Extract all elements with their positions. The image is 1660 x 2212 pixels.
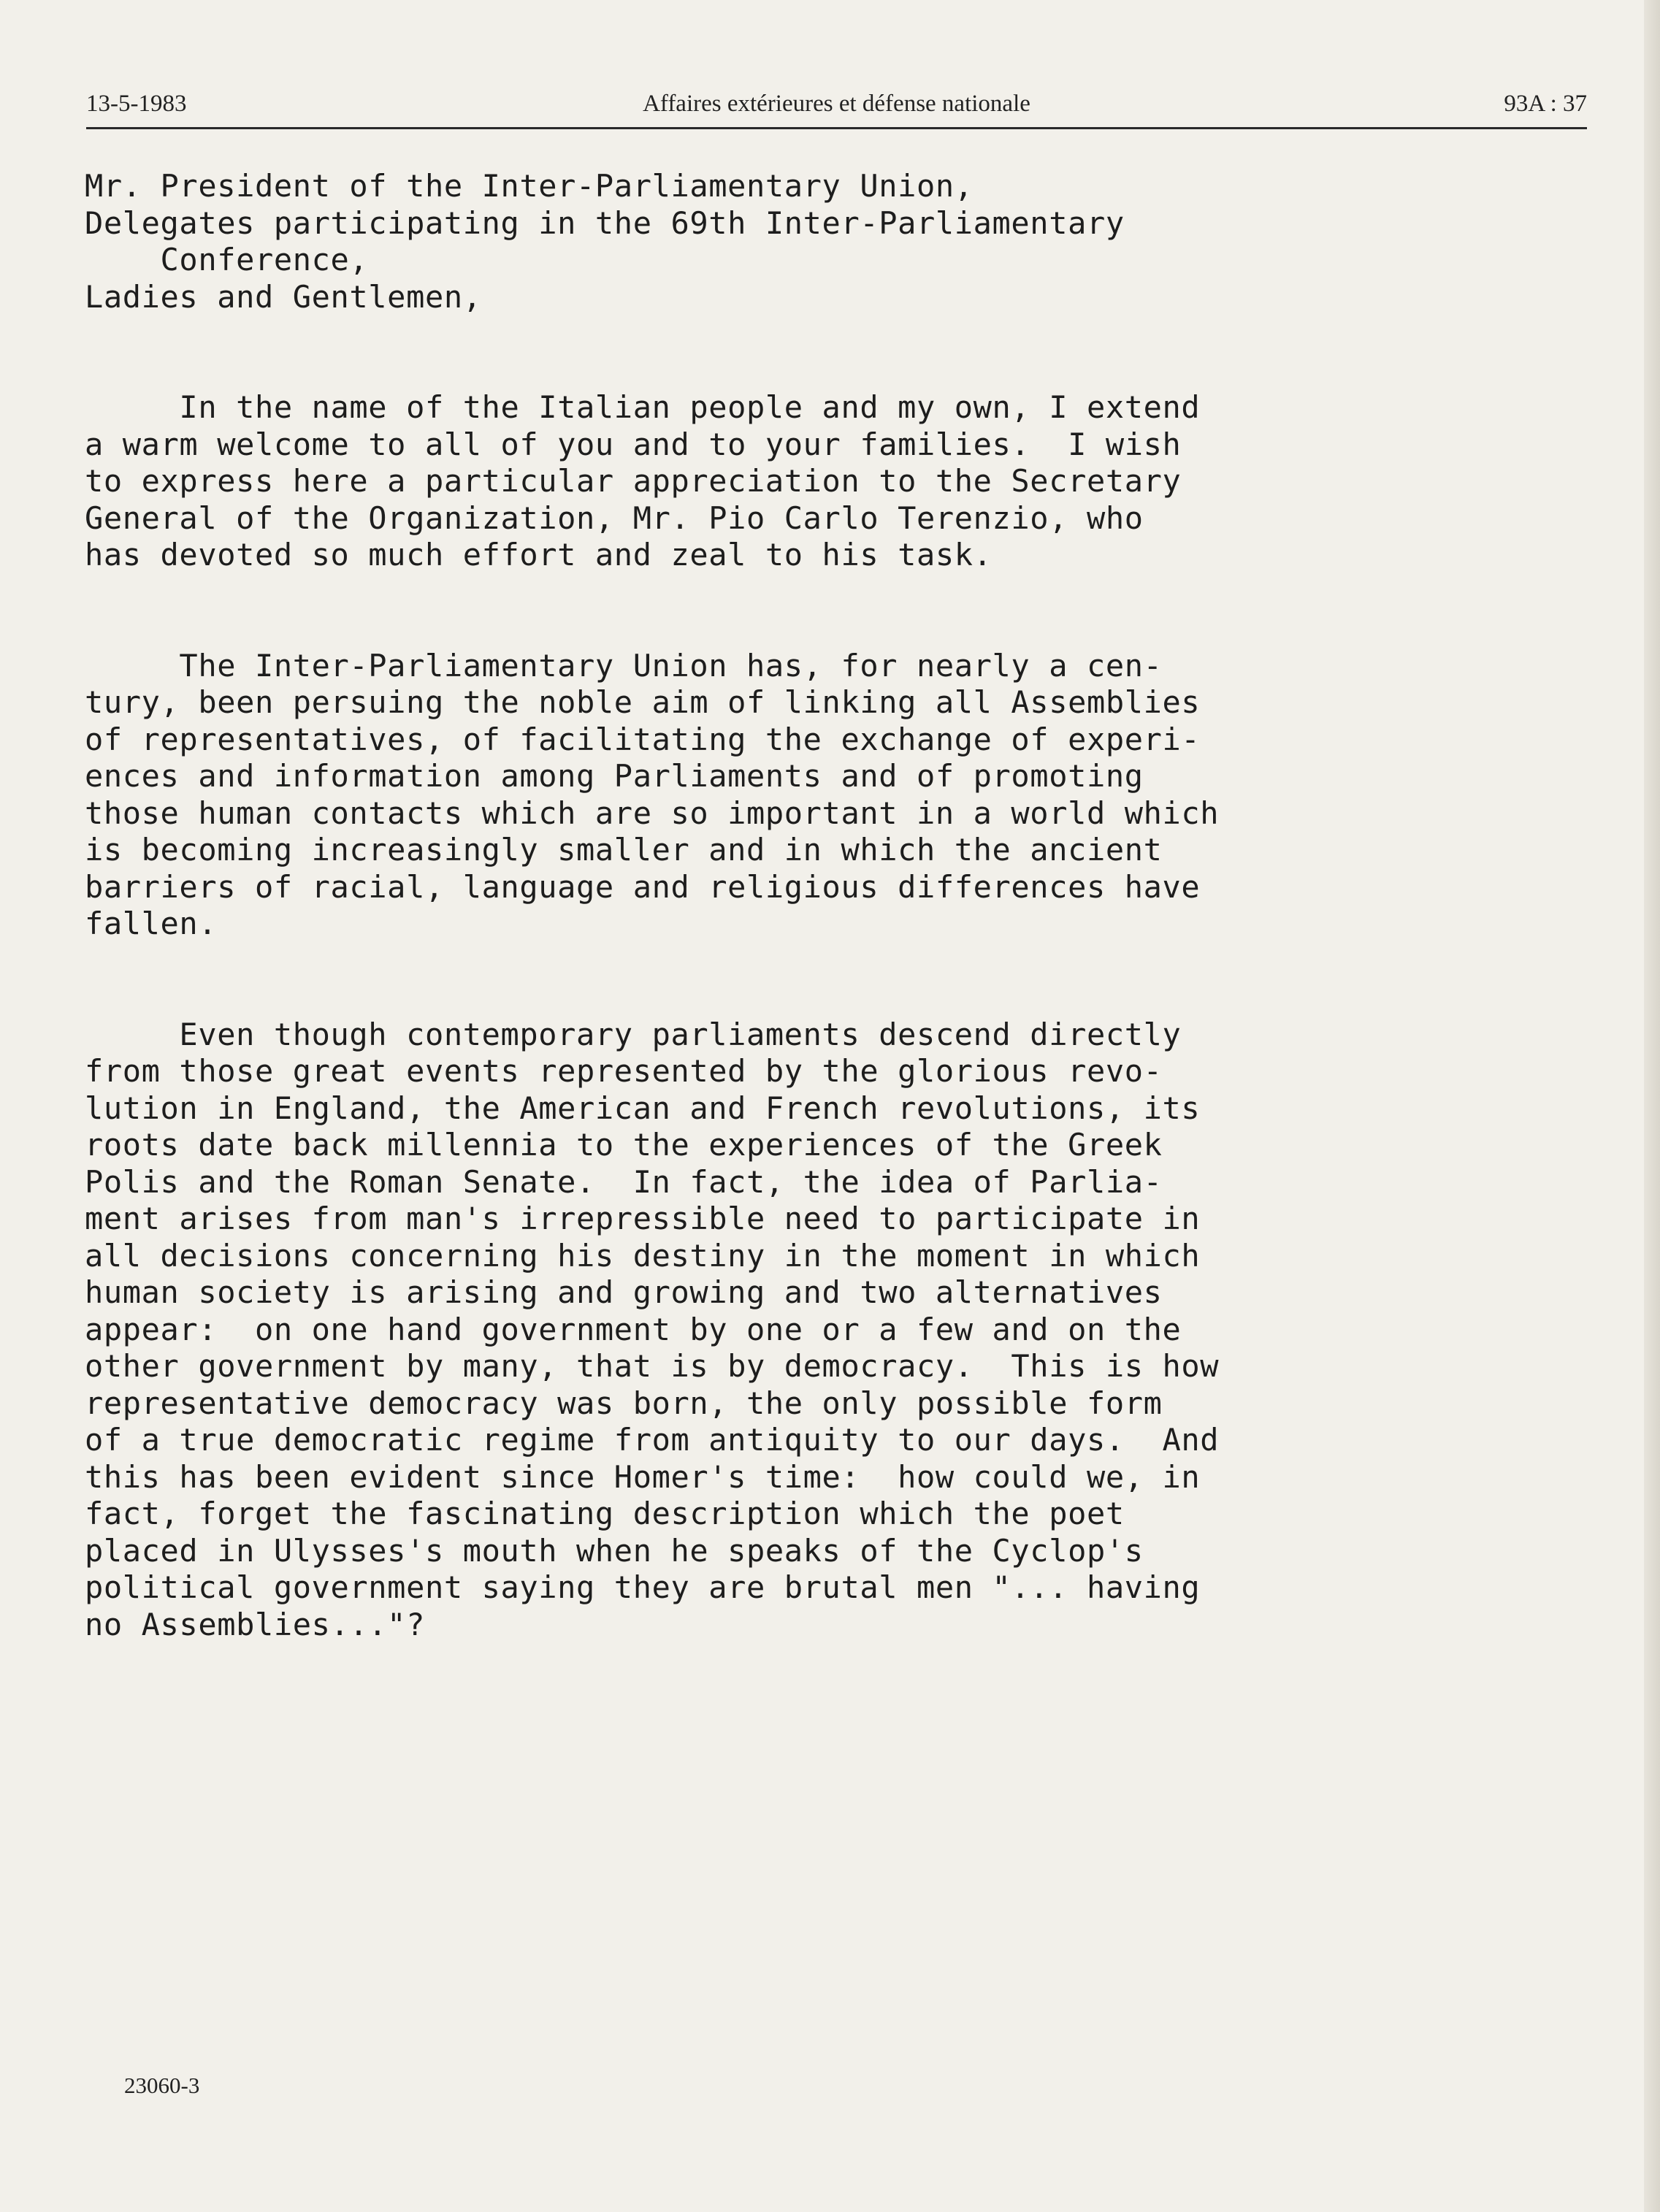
paragraph-spacer (85, 353, 1516, 390)
text-line: is becoming increasingly smaller and in which the ancient (85, 832, 1163, 868)
text-line: General of the Organization, Mr. Pio Carlo Terenzio, who (85, 500, 1144, 536)
paragraph-history (85, 1017, 1516, 1644)
text-line: this has been evident since Homer's time: how could we, in (85, 1458, 1201, 1495)
salutation-line: Ladies and Gentlemen, (85, 278, 482, 315)
text-line: to express here a particular appreciation to the Secretary (85, 463, 1182, 499)
text-line: of representatives, of facilitating the exchange of experi- (85, 721, 1201, 757)
header-title: Affaires extérieures et défense nationale (643, 91, 1030, 117)
salutation-line: Conference, (85, 242, 369, 278)
document-code: 23060-3 (124, 2073, 200, 2098)
text-line: Even though contemporary parliaments descend directly (85, 1016, 1182, 1052)
text-line: no Assemblies..."? (85, 1606, 425, 1642)
text-line: from those great events represented by the glorious revo- (85, 1053, 1163, 1089)
text-line: human society is arising and growing and two alternatives (85, 1274, 1163, 1310)
text-line: The Inter-Parliamentary Union has, for nearly a cen- (85, 647, 1163, 684)
text-line: fallen. (85, 906, 218, 941)
text-line: has devoted so much effort and zeal to his task. (85, 537, 992, 573)
header-date: 13-5-1983 (86, 91, 187, 117)
page-header (86, 86, 1587, 129)
text-line: all decisions concerning his destiny in the moment in which (85, 1237, 1201, 1274)
text-line: roots date back millennia to the experiences of the Greek (85, 1127, 1163, 1163)
text-line: appear: on one hand government by one or a few and on the (85, 1311, 1182, 1347)
text-line: political government saying they are brutal men "... having (85, 1569, 1201, 1605)
text-line: ment arises from man's irrepressible need to participate in (85, 1201, 1201, 1236)
paragraph-spacer (85, 574, 1516, 611)
text-line: ences and information among Parliaments and of promoting (85, 758, 1144, 794)
text-line: tury, been persuing the noble aim of linking all Assemblies (85, 684, 1201, 720)
paragraph-spacer (85, 611, 1516, 648)
paragraph-spacer (85, 943, 1516, 980)
text-line: In the name of the Italian people and my own, I extend (85, 389, 1201, 425)
page-edge (1644, 0, 1660, 2212)
text-line: fact, forget the fascinating description which the poet (85, 1496, 1125, 1531)
text-line: of a true democratic regime from antiquity to our days. And (85, 1422, 1220, 1458)
salutation-line: Delegates participating in the 69th Inter-Parliamentary (85, 204, 1125, 241)
text-line: barriers of racial, language and religious differences have (85, 868, 1201, 905)
paragraph-spacer (85, 315, 1516, 353)
salutation (85, 168, 1516, 315)
text-line: lution in England, the American and French revolutions, its (85, 1090, 1201, 1126)
document-body (85, 168, 1516, 1643)
header-page-ref: 93A : 37 (1504, 91, 1587, 117)
text-line: placed in Ulysses's mouth when he speaks of the Cyclop's (85, 1532, 1144, 1569)
paragraph-ipu (85, 648, 1516, 943)
text-line: representative democracy was born, the only possible form (85, 1385, 1163, 1421)
salutation-line: Mr. President of the Inter-Parliamentary Union, (85, 168, 974, 204)
text-line: those human contacts which are so important in a world which (85, 795, 1220, 831)
text-line: Polis and the Roman Senate. In fact, the idea of Parlia- (85, 1163, 1163, 1200)
text-line: other government by many, that is by democracy. This is how (85, 1348, 1220, 1384)
paragraph-spacer (85, 979, 1516, 1017)
text-line: a warm welcome to all of you and to your families. I wish (85, 426, 1182, 462)
paragraph-welcome (85, 389, 1516, 574)
